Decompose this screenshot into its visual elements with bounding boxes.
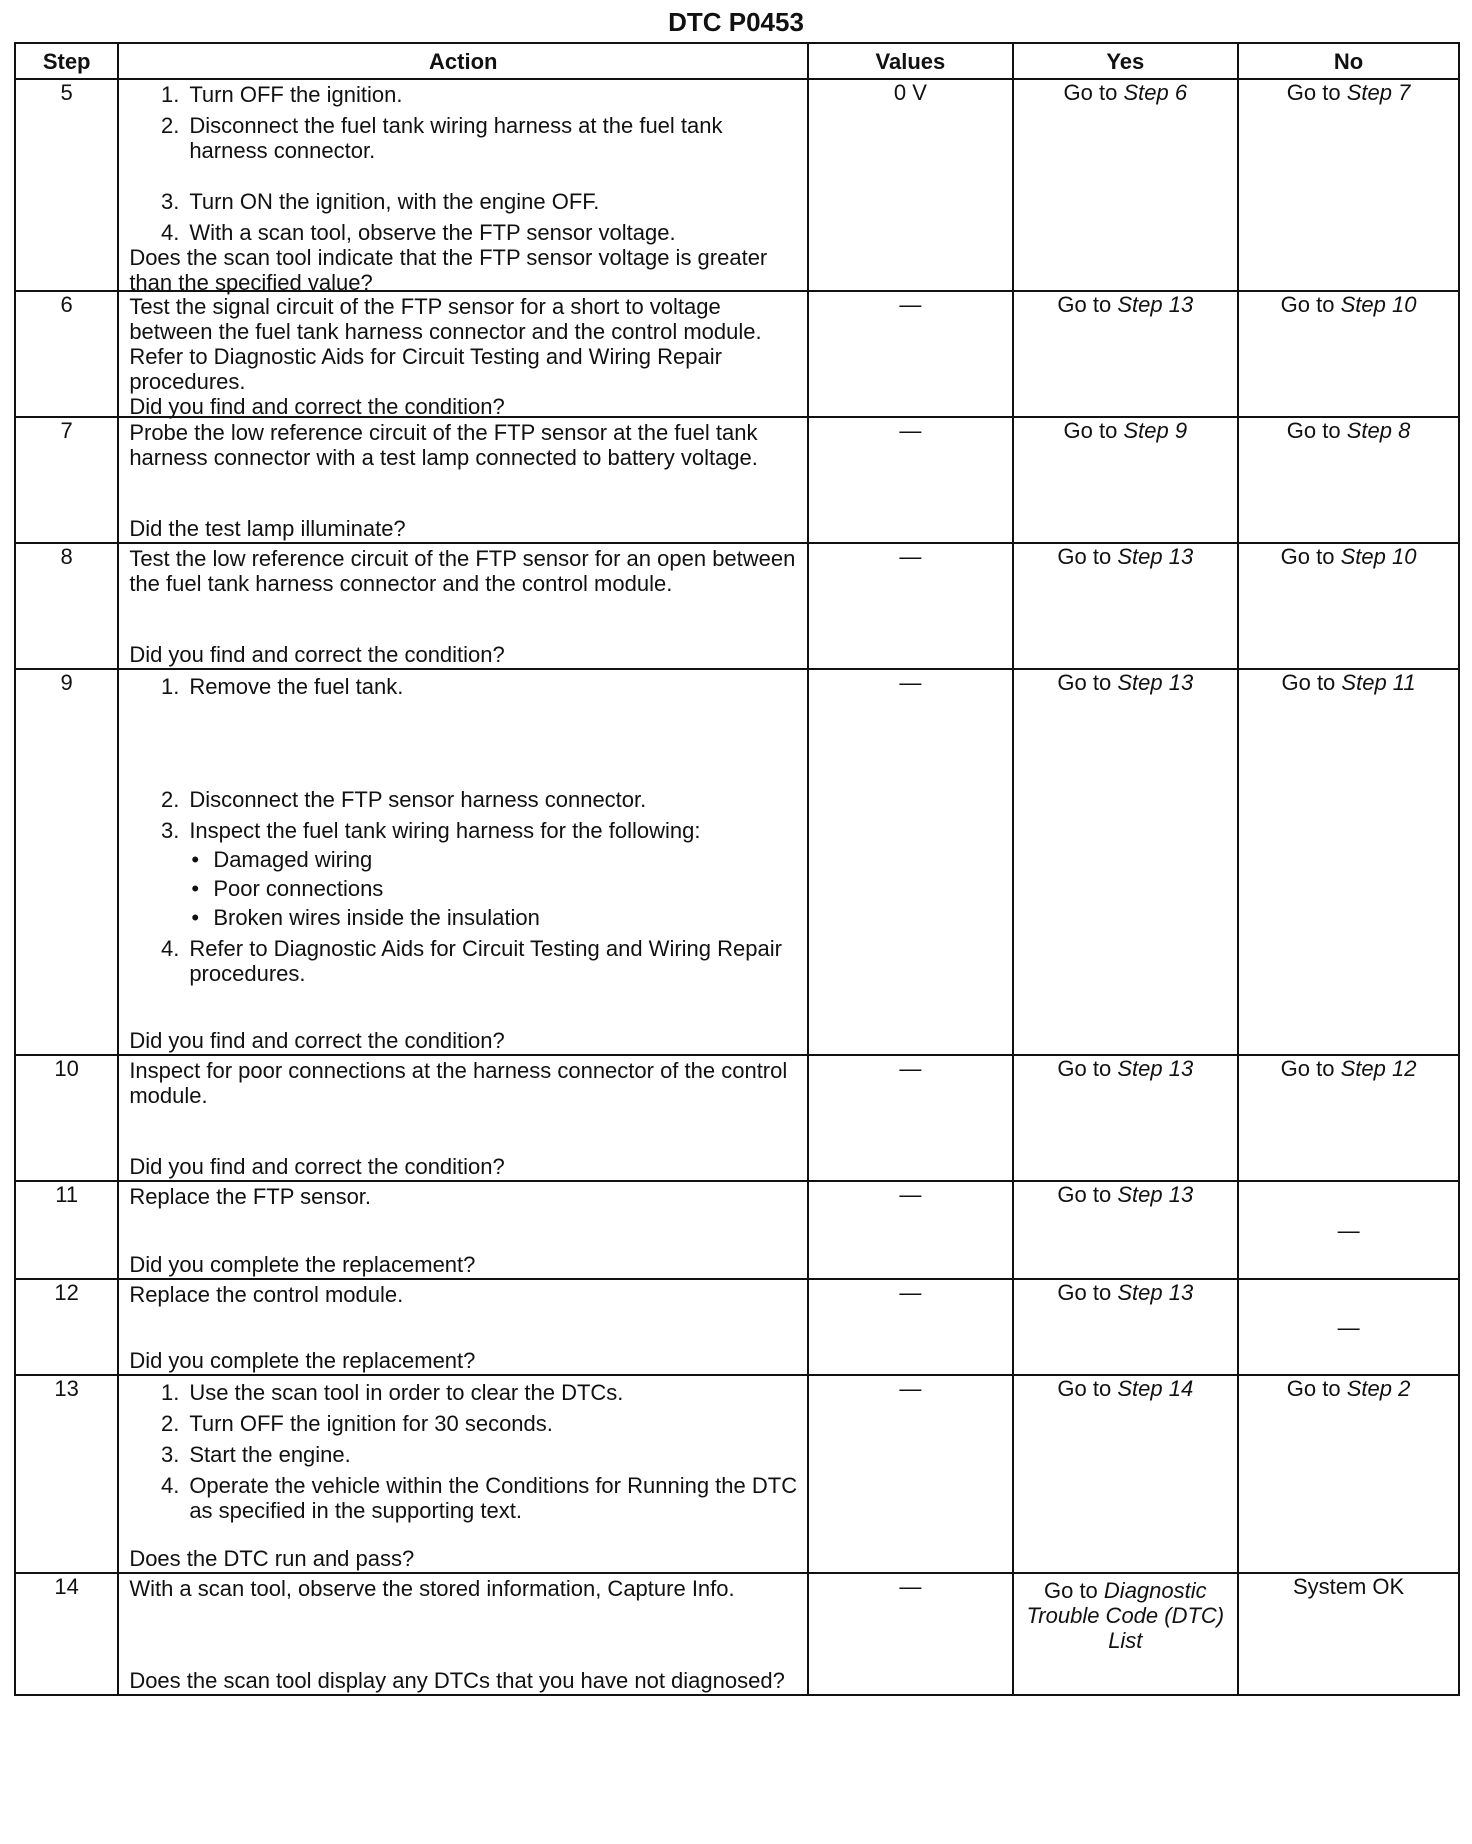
header-no: No (1238, 43, 1459, 79)
yes-cell: Go to Step 13 (1013, 291, 1239, 417)
action-cell (118, 1573, 808, 1695)
yes-step-link: Step 6 (1123, 80, 1188, 105)
yes-cell: Go to Step 13 (1013, 669, 1239, 1055)
yes-step-link: Step 14 (1117, 1376, 1194, 1401)
no-cell: Go to Step 12 (1238, 1055, 1459, 1181)
action-text: Test the signal circuit of the FTP sensor for a short to voltage between the fuel tank harness connector and the control module. Refer to Diagnostic Aids for Circuit Testing and Wiring Repair procedures. (129, 294, 762, 394)
value-cell: 0 V (808, 79, 1012, 291)
action-item: Turn OFF the ignition. (189, 82, 403, 107)
no-step-link: Step 2 (1346, 1376, 1411, 1401)
value-cell: — (808, 669, 1012, 1055)
action-item: Start the engine. (189, 1442, 351, 1467)
yes-cell: Go to Step 13 (1013, 1181, 1239, 1279)
step-number: 12 (15, 1279, 118, 1375)
action-item: With a scan tool, observe the FTP sensor voltage. (189, 220, 676, 245)
table-row (15, 291, 1459, 417)
action-text: Replace the FTP sensor. (129, 1184, 372, 1209)
action-item: Operate the vehicle within the Conditions for Running the DTC as specified in the supporting text. (189, 1473, 798, 1523)
yes-step-link: Step 9 (1123, 418, 1188, 443)
step-number: 11 (15, 1181, 118, 1279)
action-cell (118, 543, 808, 669)
action-question: Did you complete the replacement? (129, 1252, 476, 1277)
table-row (15, 1181, 1459, 1279)
action-cell: 1. Use the scan tool in order to clear the DTCs. 2. Turn OFF the ignition for 30 seconds. 3. Start the engine. 4. Operate the vehicle within the Conditions for Running the DTC as specified in the supporting text. Does the DTC run and pass? (118, 1375, 808, 1573)
yes-step-link: Step 13 (1117, 292, 1194, 317)
bullet-item: Broken wires inside the insulation (213, 905, 540, 930)
header-yes: Yes (1013, 43, 1239, 79)
table-row (15, 543, 1459, 669)
table-row (15, 1573, 1459, 1695)
dtc-table (14, 42, 1460, 1696)
value-cell: — (808, 417, 1012, 543)
value-cell: — (808, 291, 1012, 417)
action-text: Replace the control module. (129, 1282, 404, 1307)
no-step-link: Step 10 (1340, 292, 1417, 317)
value-cell: — (808, 1375, 1012, 1573)
step-number: 9 (15, 669, 118, 1055)
yes-step-link: Step 13 (1117, 670, 1194, 695)
no-cell: System OK (1238, 1573, 1459, 1695)
table-row (15, 669, 1459, 1055)
yes-step-link: Step 13 (1117, 1280, 1194, 1305)
action-item: Inspect the fuel tank wiring harness for the following: (189, 818, 701, 843)
action-item: Disconnect the fuel tank wiring harness at the fuel tank harness connector. (189, 113, 723, 163)
yes-step-link: Step 13 (1117, 544, 1194, 569)
table-row (15, 1055, 1459, 1181)
action-cell (118, 417, 808, 543)
no-step-link: Step 12 (1340, 1056, 1417, 1081)
header-row (15, 43, 1459, 79)
table-row (15, 1279, 1459, 1375)
action-item: Turn ON the ignition, with the engine OFF. (189, 189, 600, 214)
action-question: Did you find and correct the condition? (129, 642, 505, 667)
no-cell: Go to Step 11 (1238, 669, 1459, 1055)
action-question: Did you find and correct the condition? (129, 1154, 505, 1179)
action-question: Does the scan tool display any DTCs that you have not diagnosed? (129, 1668, 785, 1693)
yes-cell: Go to Step 13 (1013, 543, 1239, 669)
step-number: 6 (15, 291, 118, 417)
no-cell: Go to Step 8 (1238, 417, 1459, 543)
step-number: 10 (15, 1055, 118, 1181)
action-text: Probe the low reference circuit of the FTP sensor at the fuel tank harness connector with a test lamp connected to battery voltage. (129, 420, 758, 470)
table-row (15, 1375, 1459, 1573)
action-item: Use the scan tool in order to clear the DTCs. (189, 1380, 624, 1405)
action-cell: 1. Remove the fuel tank. 2. Disconnect the FTP sensor harness connector. 3. Inspect the fuel tank wiring harness for the following: • Damaged wiring • Poor connections • Broken wires inside the insulation 4. Refer to Diagnostic Aids for Circuit Testing and Wiring Repair procedures. Did you find and correct the condition? (118, 669, 808, 1055)
action-cell (118, 1279, 808, 1375)
step-number: 5 (15, 79, 118, 291)
action-question: Did you find and correct the condition? (129, 1028, 505, 1053)
no-cell: Go to Step 10 (1238, 291, 1459, 417)
no-step-link: Step 7 (1346, 80, 1411, 105)
yes-step-link: Step 13 (1117, 1056, 1194, 1081)
yes-cell: Go to Step 14 (1013, 1375, 1239, 1573)
action-cell (118, 291, 808, 417)
yes-cell: Go to Step 13 (1013, 1279, 1239, 1375)
no-cell: Go to Step 2 (1238, 1375, 1459, 1573)
bullet-item: Damaged wiring (213, 847, 373, 872)
action-text: Inspect for poor connections at the harness connector of the control module. (129, 1058, 788, 1108)
step-number: 8 (15, 543, 118, 669)
action-item: Turn OFF the ignition for 30 seconds. (189, 1411, 553, 1436)
action-text: With a scan tool, observe the stored information, Capture Info. (129, 1576, 735, 1601)
bullet-item: Poor connections (213, 876, 384, 901)
step-number: 14 (15, 1573, 118, 1695)
action-cell (118, 1181, 808, 1279)
action-cell (118, 1055, 808, 1181)
value-cell: — (808, 1055, 1012, 1181)
action-cell: 1. Turn OFF the ignition. 2. Disconnect the fuel tank wiring harness at the fuel tank harness connector. 3. Turn ON the ignition, with the engine OFF. 4. With a scan tool, observe the FTP sensor voltage. Does the scan tool indicate that the FTP sensor voltage is greater than the specified value? (118, 79, 808, 291)
action-item: Disconnect the FTP sensor harness connector. (189, 787, 647, 812)
table-row (15, 79, 1459, 291)
action-item: Refer to Diagnostic Aids for Circuit Testing and Wiring Repair procedures. (189, 936, 782, 986)
yes-step-link: Step 13 (1117, 1182, 1194, 1207)
no-step-link: Step 8 (1346, 418, 1411, 443)
header-values: Values (808, 43, 1012, 79)
value-cell: — (808, 1181, 1012, 1279)
yes-cell: Go to Step 9 (1013, 417, 1239, 543)
header-step: Step (15, 43, 118, 79)
value-cell: — (808, 1573, 1012, 1695)
yes-cell: Go to Diagnostic Trouble Code (DTC) List (1013, 1573, 1239, 1695)
no-step-link: Step 11 (1341, 670, 1416, 695)
table-row (15, 417, 1459, 543)
header-action: Action (118, 43, 808, 79)
no-step-link: Step 10 (1340, 544, 1417, 569)
yes-step-link: Diagnostic Trouble Code (DTC) List (1026, 1578, 1225, 1653)
page-title: DTC P0453 (668, 7, 804, 37)
no-cell: Go to Step 10 (1238, 543, 1459, 669)
action-item: Remove the fuel tank. (189, 674, 404, 699)
action-question: Did you find and correct the condition? (129, 394, 505, 419)
action-text: Test the low reference circuit of the FTP sensor for an open between the fuel tank harness connector and the control module. (129, 546, 796, 596)
no-cell: Go to Step 7 (1238, 79, 1459, 291)
action-question: Did you complete the replacement? (129, 1348, 476, 1373)
action-question: Does the DTC run and pass? (129, 1546, 415, 1571)
action-question: Does the scan tool indicate that the FTP sensor voltage is greater than the specified value? (129, 245, 768, 295)
yes-cell: Go to Step 6 (1013, 79, 1239, 291)
no-cell: — (1238, 1279, 1459, 1375)
step-number: 7 (15, 417, 118, 543)
value-cell: — (808, 543, 1012, 669)
yes-cell: Go to Step 13 (1013, 1055, 1239, 1181)
no-cell: — (1238, 1181, 1459, 1279)
value-cell: — (808, 1279, 1012, 1375)
action-question: Did the test lamp illuminate? (129, 516, 406, 541)
step-number: 13 (15, 1375, 118, 1573)
